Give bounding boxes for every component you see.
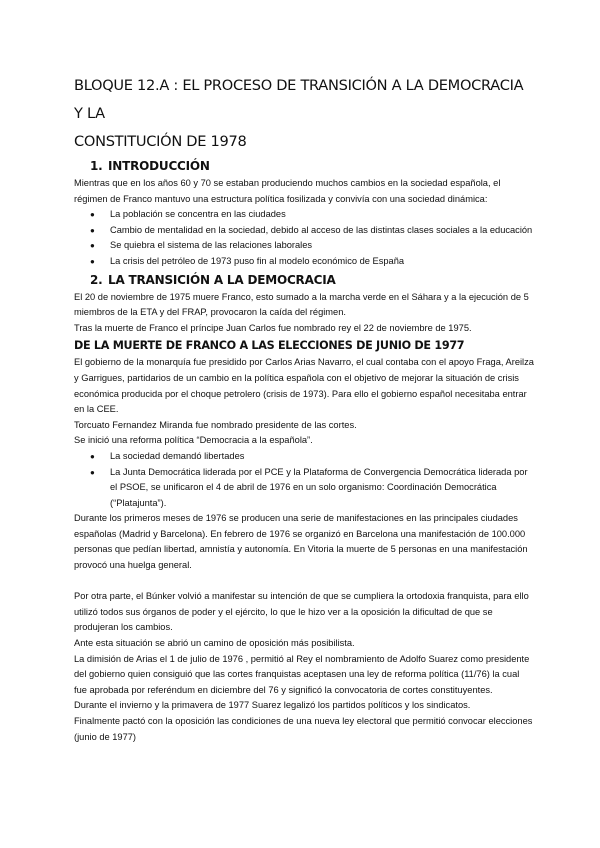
list-item-text: La Junta Democrática liderada por el PCE y la Plataforma de Convergencia Democrática liderada por el PSOE, se unificaron el 4 de abril de 1976 en un solo organismo: Coordinación Democrática (“Platajunta”).: [110, 466, 528, 508]
bullet-icon: ●: [90, 467, 95, 477]
list-item-text: Se quiebra el sistema de las relaciones laborales: [110, 240, 313, 251]
paragraph-spacer: [74, 574, 534, 590]
title-line-1: BLOQUE 12.A : EL PROCESO DE TRANSICIÓN A LA DEMOCRACIA Y LA: [74, 77, 524, 122]
section-1-heading: [74, 156, 534, 176]
section-3-paragraph-6: Ante esta situación se abrió un camino de oposición más posibilista.: [74, 638, 355, 649]
section-3-bullet-list: [74, 449, 534, 511]
section-3-paragraph-3: Se inició una reforma política “Democracia a la española”.: [74, 435, 313, 446]
bullet-icon: ●: [90, 256, 95, 266]
section-1-number: 1.: [90, 159, 103, 173]
bullet-icon: ●: [90, 225, 95, 235]
list-item-text: La población se concentra en las ciudades: [110, 209, 286, 220]
section-3-paragraph-4: Durante los primeros meses de 1976 se producen una serie de manifestaciones en las principales ciudades españolas (Madrid y Barcelona). En febrero de 1976 se organizó en Barcelona una manifestación de 100.000 personas que pedían libertad, amnistía y autonomía. En Vitoria la muerte de 5 personas en una manifestación provocó una huelga general.: [74, 513, 528, 571]
list-item: [74, 254, 534, 270]
list-item: [74, 465, 534, 512]
section-3-paragraph-1: El gobierno de la monarquía fue presidido por Carlos Arias Navarro, el cual contaba con el apoyo Fraga, Areilza y Garrigues, partidarios de un cambio en la política española con el objetivo de mejorar la situación de crisis económica producida por el choque petrolero (crisis de 1973). Para ello el gobierno español necesitaba entrar en la CEE.: [74, 357, 534, 415]
list-item-text: Cambio de mentalidad en la sociedad, debido al acceso de las distintas clases sociales a la educación: [110, 224, 533, 235]
section-3-paragraph-7: La dimisión de Arias el 1 de julio de 1976 , permitió al Rey el nombramiento de Adolfo Suarez como presidente del gobierno quien consiguió que las cortes franquistas aceptasen una ley de reforma política (11/76) la cual fue aprobada por referéndum en diciembre del 76 y significó la convocatoria de cortes constituyentes.: [74, 653, 530, 695]
section-1-title: INTRODUCCIÓN: [108, 159, 210, 173]
document-title: [74, 72, 534, 156]
title-line-2: CONSTITUCIÓN DE 1978: [74, 133, 247, 150]
list-item: [74, 207, 534, 223]
section-2-number: 2.: [90, 272, 103, 287]
list-item: [74, 223, 534, 239]
list-item-text: La sociedad demandó libertades: [110, 450, 245, 461]
bullet-icon: ●: [90, 210, 95, 220]
section-1-intro: Mientras que en los años 60 y 70 se estaban produciendo muchos cambios en la sociedad española, el régimen de Franco mantuvo una estructura política fosilizada y convivía con una sociedad dinámica:: [74, 178, 501, 204]
section-1-bullet-list: [74, 207, 534, 269]
section-2-title: LA TRANSICIÓN A LA DEMOCRACIA: [108, 272, 336, 287]
section-2-heading: [74, 270, 534, 290]
list-item: [74, 449, 534, 465]
list-item: [74, 238, 534, 254]
section-3-paragraph-8: Durante el invierno y la primavera de 1977 Suarez legalizó los partidos políticos y los sindicatos.: [74, 700, 471, 711]
bullet-icon: ●: [90, 451, 95, 461]
section-2-paragraph-2: Tras la muerte de Franco el príncipe Juan Carlos fue nombrado rey el 22 de noviembre de 1975.: [74, 322, 472, 333]
section-2-paragraph-1: El 20 de noviembre de 1975 muere Franco, esto sumado a la marcha verde en el Sáhara y a la ejecución de 5 miembros de la ETA y del FRAP, provocaron la caída del régimen.: [74, 291, 529, 318]
list-item-text: La crisis del petróleo de 1973 puso fin al modelo económico de España: [110, 255, 405, 266]
section-3-paragraph-2: Torcuato Fernandez Miranda fue nombrado presidente de las cortes.: [74, 419, 357, 430]
document-body: [74, 72, 534, 745]
bullet-icon: ●: [90, 241, 95, 251]
section-3-paragraph-5: Por otra parte, el Búnker volvió a manifestar su intención de que se cumpliera la ortodoxia franquista, para ello utilizó todos sus órganos de poder y el ejército, lo que le hizo ver a la oposición la dificultad de que se produjeran los cambios.: [74, 591, 529, 633]
section-3-heading: DE LA MUERTE DE FRANCO A LAS ELECCIONES DE JUNIO DE 1977: [74, 339, 465, 353]
section-3-paragraph-9: Finalmente pactó con la oposición las condiciones de una nueva ley electoral que permitió convocar elecciones (junio de 1977): [74, 716, 533, 742]
